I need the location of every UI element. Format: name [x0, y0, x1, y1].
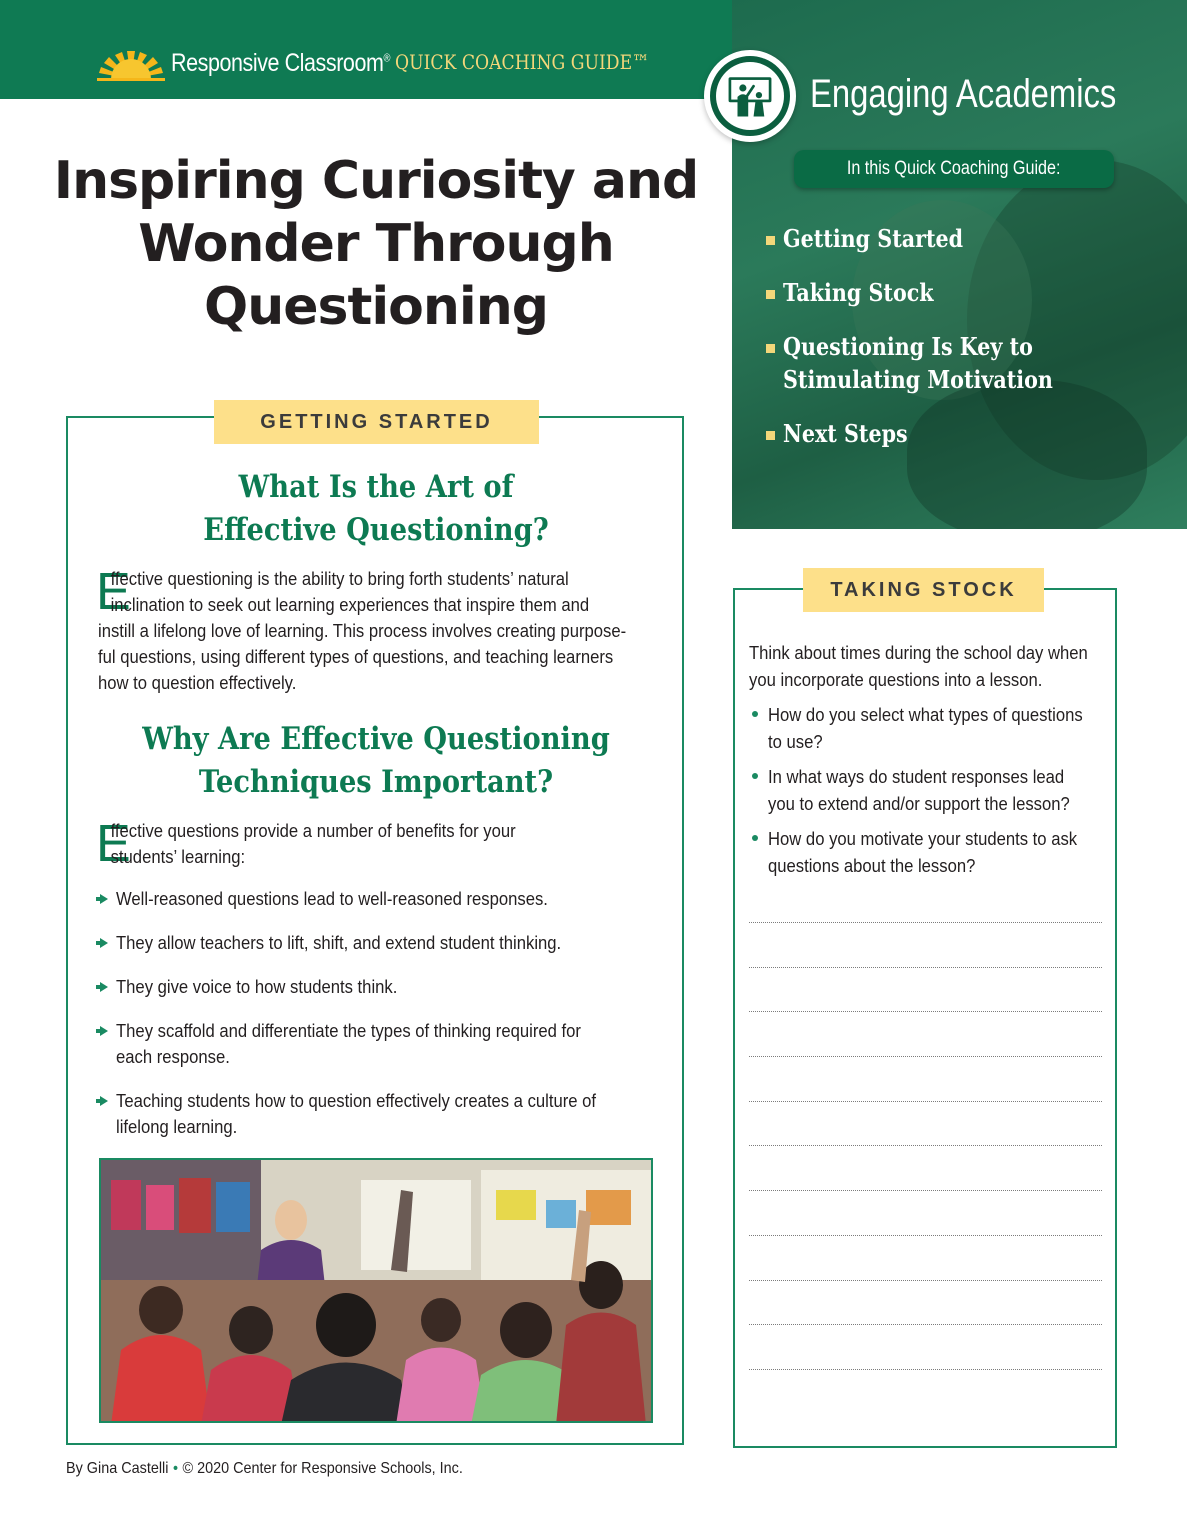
toc-item-taking-stock[interactable]: Taking Stock [766, 276, 1166, 309]
section-badge [704, 50, 796, 142]
bullet-square-icon [766, 290, 775, 299]
writing-line[interactable] [749, 1324, 1102, 1369]
writing-line[interactable] [749, 1190, 1102, 1235]
toc-list [766, 222, 1166, 471]
importance-paragraph: ffective questions provide a number of benefits for your students’ learning: [110, 820, 516, 867]
writing-lines[interactable] [749, 922, 1102, 1414]
author: By Gina Castelli [66, 1460, 169, 1477]
list-item: Teaching students how to question effectively creates a culture of lifelong learning. [100, 1088, 660, 1140]
bullet-square-icon [766, 344, 775, 353]
toc-title: In this Quick Coaching Guide: [794, 150, 1114, 188]
brand-name: Responsive Classroom® [171, 48, 391, 77]
bullet-dot-icon [752, 711, 758, 717]
toc-item-next-steps[interactable]: Next Steps [766, 417, 1166, 450]
writing-line[interactable] [749, 1056, 1102, 1101]
toc-item-questioning[interactable]: Questioning Is Key to Stimulating Motivation [766, 330, 1166, 396]
drop-cap: E [96, 815, 131, 873]
list-item: They give voice to how students think. [100, 974, 660, 1000]
list-item: How do you select what types of questions to use? [750, 701, 1110, 755]
list-item: They allow teachers to lift, shift, and extend student thinking. [100, 930, 660, 956]
writing-line[interactable] [749, 1280, 1102, 1325]
drop-cap: E [96, 563, 131, 621]
classroom-photo [99, 1158, 653, 1423]
arrow-bullet-icon [100, 938, 108, 948]
footer-credit: By Gina Castelli • © 2020 Center for Responsive Schools, Inc. [66, 1460, 463, 1477]
section-heading-importance: Why Are Effective Questioning Techniques Important? [142, 721, 610, 800]
taking-stock-intro: Think about times during the school day when you incorporate questions into a lesson. [749, 642, 1088, 690]
section-name: Engaging Academics [810, 72, 1117, 116]
writing-line[interactable] [749, 1235, 1102, 1280]
bullet-square-icon [766, 431, 775, 440]
section-heading-art: What Is the Art of Effective Questioning? [203, 469, 549, 548]
arrow-bullet-icon [100, 894, 108, 904]
teacher-student-icon [725, 73, 775, 119]
arrow-bullet-icon [100, 1026, 108, 1036]
reflection-questions [750, 701, 1110, 887]
section-badge-inner [716, 62, 784, 130]
toc-item-getting-started[interactable]: Getting Started [766, 222, 1166, 255]
arrow-bullet-icon [100, 982, 108, 992]
bullet-square-icon [766, 236, 775, 245]
taking-stock-label: TAKING STOCK [803, 568, 1044, 612]
list-item: They scaffold and differentiate the types of thinking required for each response. [100, 1018, 660, 1070]
arrow-bullet-icon [100, 1096, 108, 1106]
list-item: In what ways do student responses lead you to extend and/or support the lesson? [750, 763, 1110, 817]
copyright: © 2020 Center for Responsive Schools, Inc. [182, 1460, 463, 1477]
list-item: How do you motivate your students to ask questions about the lesson? [750, 825, 1110, 879]
bullet-dot-icon [752, 773, 758, 779]
classroom-illustration [101, 1160, 653, 1423]
writing-line[interactable] [749, 1145, 1102, 1190]
page-title: Inspiring Curiosity and Wonder Through Questioning [53, 151, 699, 337]
writing-line[interactable] [749, 1101, 1102, 1146]
getting-started-label: GETTING STARTED [214, 400, 539, 444]
writing-line[interactable] [749, 1011, 1102, 1056]
brand-logo [97, 42, 426, 84]
bullet-dot-icon [752, 835, 758, 841]
list-item: Well-reasoned questions lead to well-reasoned responses. [100, 886, 660, 912]
writing-line[interactable] [749, 967, 1102, 1012]
writing-line[interactable] [749, 922, 1102, 967]
art-paragraph: ffective questioning is the ability to bring forth students’ natural inclination to seek out learning experiences that inspire them and instill a lifelong love of learning. This process involves creating purpose- ful questions, using different types of questions, and teaching learners how to question effectively. [98, 568, 627, 693]
benefits-list [100, 886, 660, 1158]
guide-label: QUICK COACHING GUIDE™ [395, 50, 650, 74]
writing-line[interactable] [749, 1369, 1102, 1414]
sun-logo-icon [97, 45, 165, 81]
